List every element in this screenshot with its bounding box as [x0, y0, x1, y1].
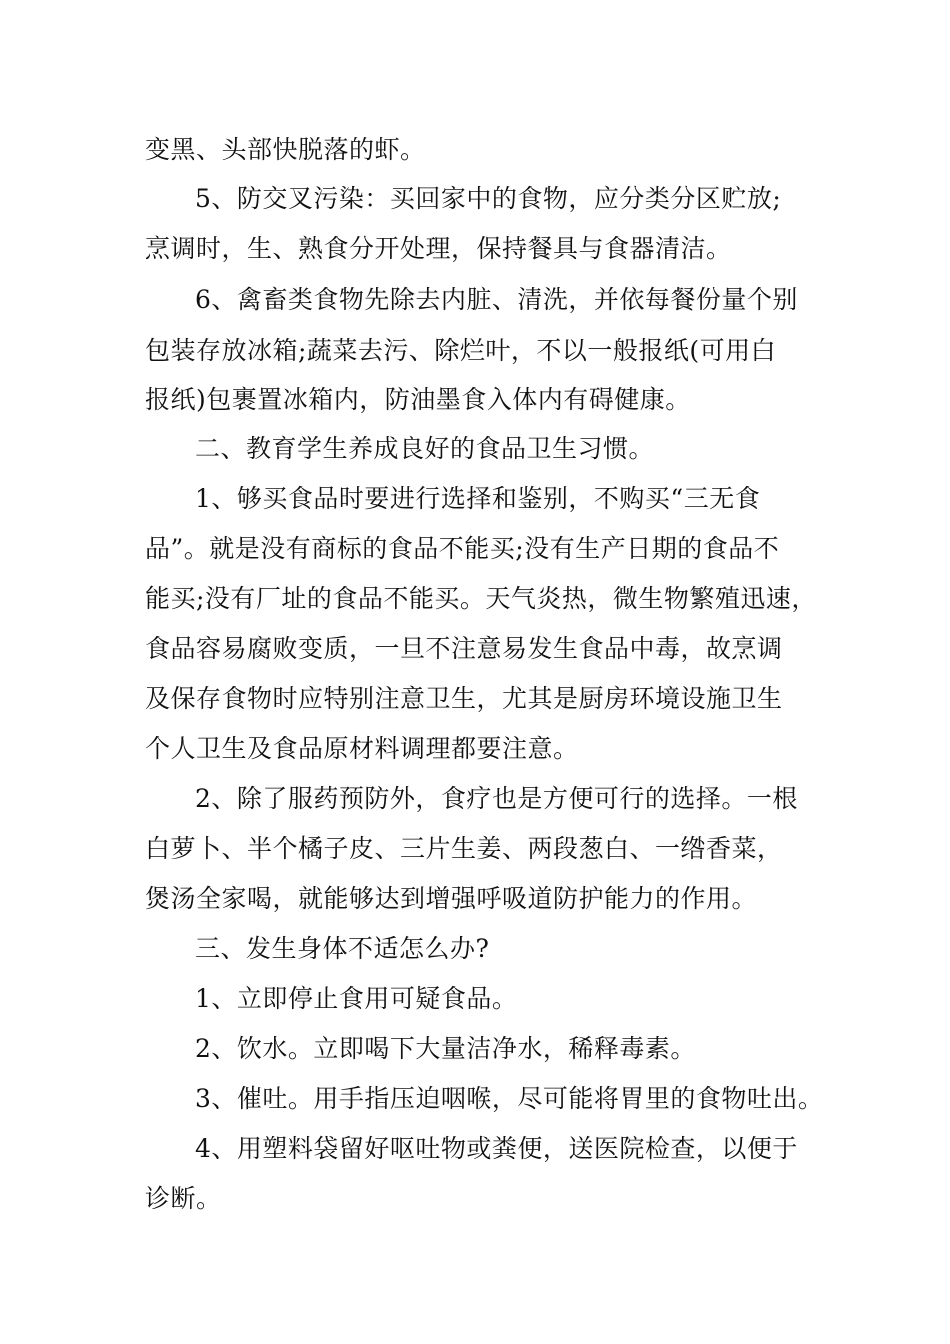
section-heading: 三、发生身体不适怎么办? — [195, 934, 490, 963]
text-line: 烹调时，生、熟食分开处理，保持餐具与食器清洁。 — [145, 234, 732, 263]
text-line: 能买;没有厂址的食品不能买。天气炎热，微生物繁殖迅速， — [145, 584, 817, 613]
text-line: 2、饮水。立即喝下大量洁净水，稀释毒素。 — [195, 1034, 696, 1063]
text-line: 包装存放冰箱;蔬菜去污、除烂叶，不以一般报纸(可用白 — [145, 336, 777, 365]
text-line: 2、除了服药预防外，食疗也是方便可行的选择。一根 — [195, 784, 798, 813]
text-line: 4、用塑料袋留好呕吐物或粪便，送医院检查，以便于 — [195, 1134, 798, 1163]
text-line: 诊断。 — [145, 1184, 222, 1213]
text-line: 3、催吐。用手指压迫咽喉，尽可能将胃里的食物吐出。 — [195, 1084, 824, 1113]
text-line: 变黑、头部快脱落的虾。 — [145, 135, 426, 164]
text-line: 1、够买食品时要进行选择和鉴别，不购买“三无食 — [195, 484, 761, 513]
text-line: 个人卫生及食品原材料调理都要注意。 — [145, 734, 579, 763]
text-line: 6、禽畜类食物先除去内脏、清洗，并依每餐份量个别 — [195, 285, 798, 314]
text-line: 报纸)包裹置冰箱内，防油墨食入体内有碍健康。 — [145, 385, 691, 414]
text-line: 及保存食物时应特别注意卫生，尤其是厨房环境设施卫生 — [145, 684, 783, 713]
text-line: 品”。就是没有商标的食品不能买;没有生产日期的食品不 — [145, 534, 780, 563]
section-heading: 二、教育学生养成良好的食品卫生习惯。 — [195, 434, 655, 463]
text-line: 白萝卜、半个橘子皮、三片生姜、两段葱白、一绺香菜， — [145, 834, 783, 863]
text-line: 5、防交叉污染：买回家中的食物，应分类分区贮放; — [195, 184, 782, 213]
text-line: 1、立即停止食用可疑食品。 — [195, 984, 518, 1013]
text-line: 食品容易腐败变质，一旦不注意易发生食品中毒，故烹调 — [145, 634, 783, 663]
text-line: 煲汤全家喝，就能够达到增强呼吸道防护能力的作用。 — [145, 884, 758, 913]
